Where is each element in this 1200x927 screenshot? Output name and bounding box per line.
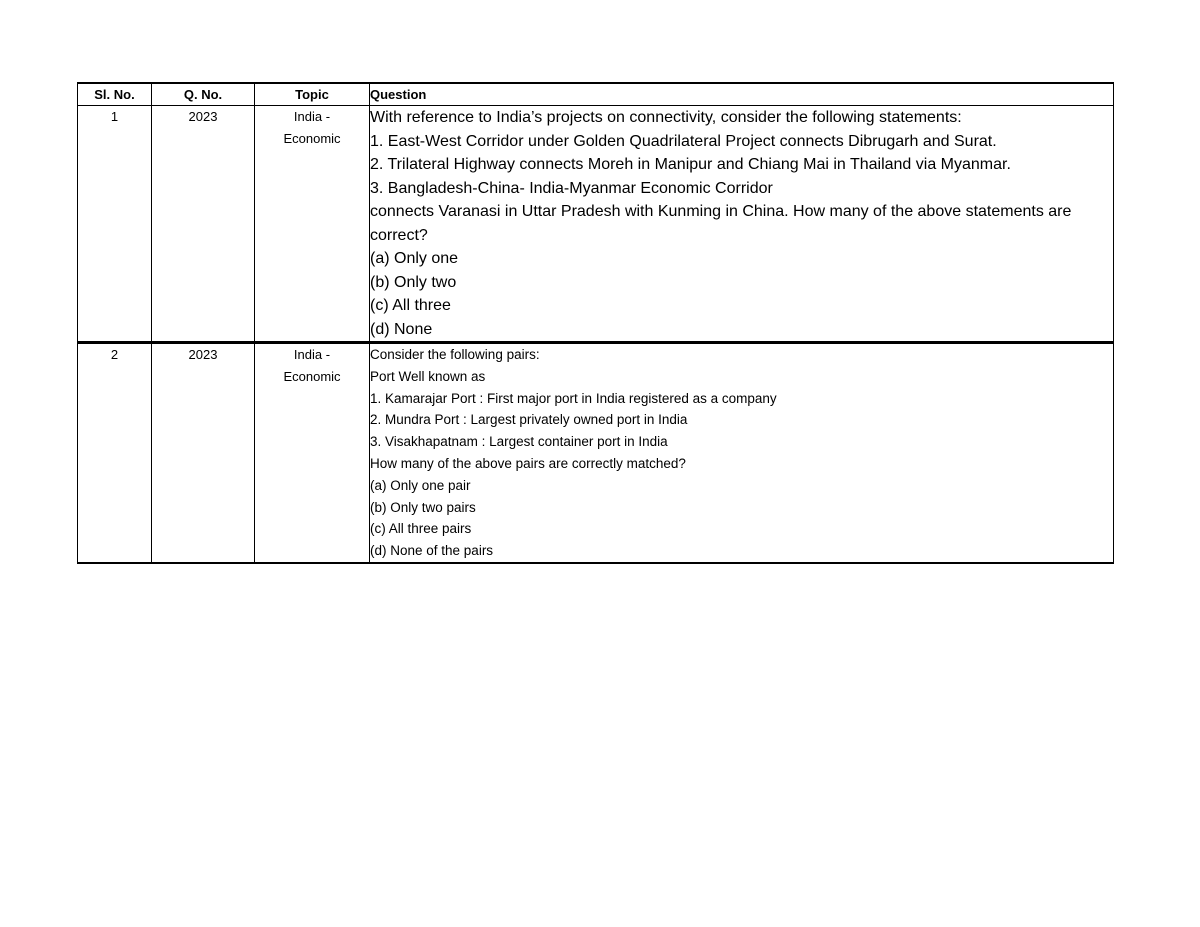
- table-row: [78, 106, 1114, 343]
- answer-option: (d) None of the pairs: [370, 543, 494, 559]
- answer-option: (c) All three: [370, 297, 451, 314]
- question-line: Port Well known as: [370, 368, 486, 384]
- topic-cell: [255, 106, 370, 343]
- header-question: Question: [370, 83, 1114, 106]
- table-row: [78, 343, 1114, 563]
- question-line: 3. Bangladesh-China- India-Myanmar Economic Corridor: [370, 179, 773, 197]
- answer-option: (c) All three pairs: [370, 521, 472, 537]
- answer-option: (b) Only two pairs: [370, 499, 476, 515]
- topic-line: India -: [293, 347, 331, 362]
- answer-option: (d) None: [370, 320, 433, 338]
- topic-line: Economic: [283, 369, 341, 384]
- header-q-no: Q. No.: [152, 83, 255, 106]
- sl-no-cell: 2: [78, 343, 152, 563]
- answer-option: (b) Only two: [370, 273, 457, 291]
- topic-line: Economic: [283, 131, 341, 146]
- header-row: [78, 83, 1114, 106]
- topic-cell: [255, 343, 370, 563]
- question-line: 1. East-West Corridor under Golden Quadrilateral Project connects Dibrugarh and Surat.: [370, 132, 997, 150]
- question-line: How many of the above pairs are correctly matched?: [370, 455, 686, 471]
- answer-option: (a) Only one: [370, 250, 459, 267]
- sl-no-cell: 1: [78, 106, 152, 343]
- questions-table: [77, 82, 1114, 564]
- question-line: Consider the following pairs:: [370, 347, 540, 362]
- topic-line: India -: [293, 109, 331, 124]
- header-topic: Topic: [255, 83, 370, 106]
- question-line: 2. Mundra Port : Largest privately owned port in India: [370, 412, 688, 428]
- question-line: 1. Kamarajar Port : First major port in India registered as a company: [370, 390, 777, 406]
- question-line: connects Varanasi in Uttar Pradesh with Kunming in China. How many of the above statements are correct?: [370, 203, 1072, 244]
- question-line: 2. Trilateral Highway connects Moreh in Manipur and Chiang Mai in Thailand via Myanmar.: [370, 156, 1011, 173]
- q-no-cell: 2023: [152, 343, 255, 563]
- answer-option: (a) Only one pair: [370, 477, 471, 493]
- question-line: 3. Visakhapatnam : Largest container port in India: [370, 434, 668, 450]
- question-cell: [370, 106, 1114, 343]
- question-line: With reference to India’s projects on connectivity, consider the following statements:: [370, 109, 962, 126]
- header-sl-no: Sl. No.: [78, 83, 152, 106]
- q-no-cell: 2023: [152, 106, 255, 343]
- question-cell: [370, 343, 1114, 563]
